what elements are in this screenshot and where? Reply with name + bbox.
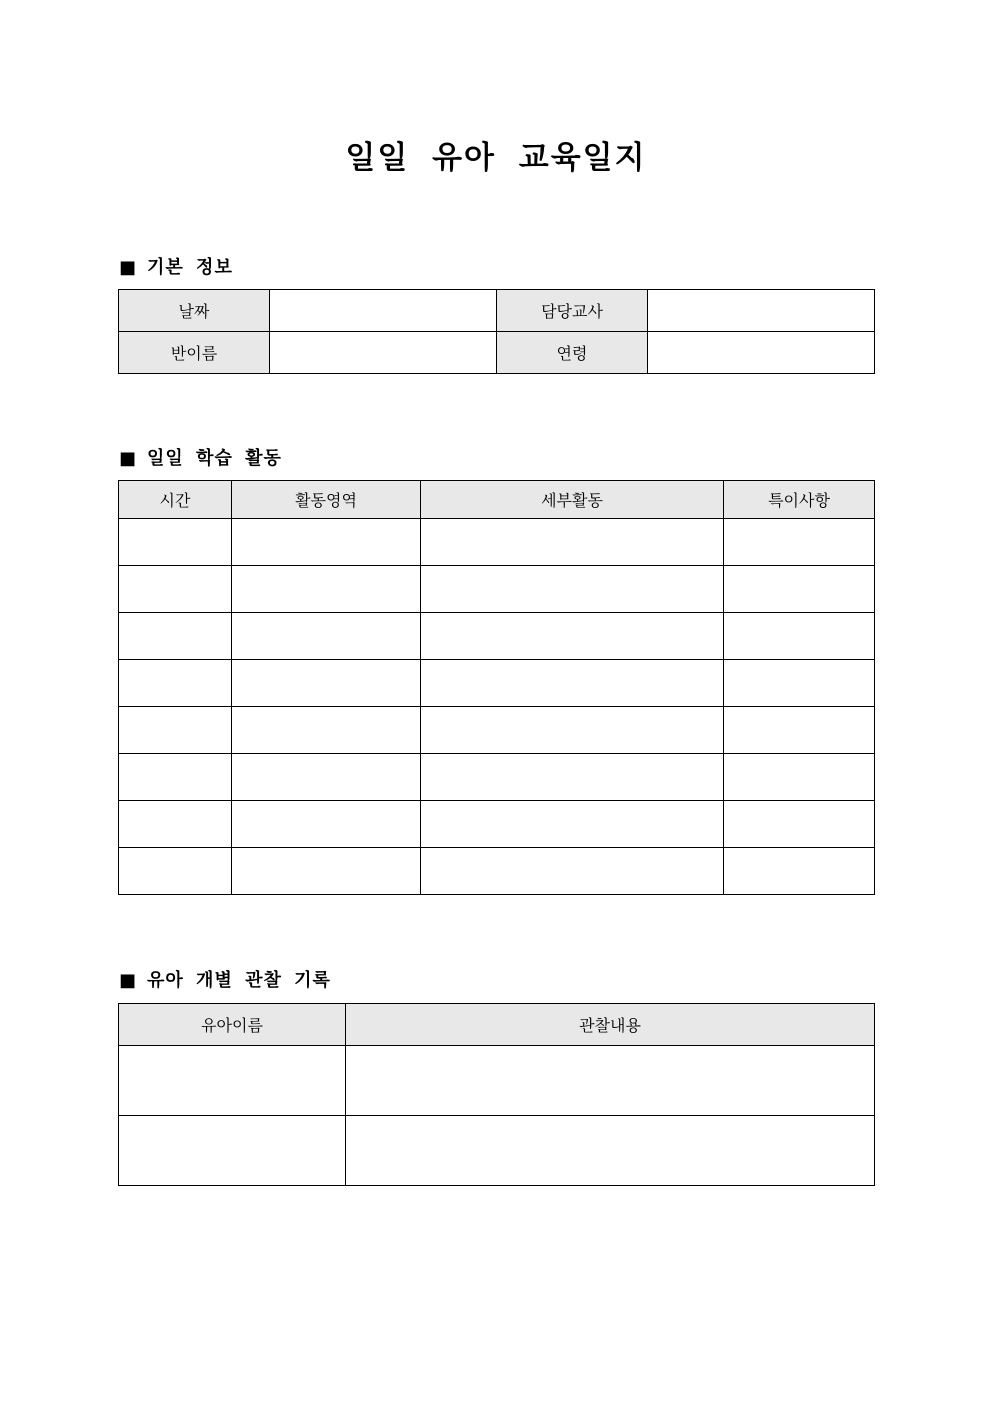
activity-table xyxy=(118,480,875,895)
table-row xyxy=(119,754,875,801)
time-cell[interactable] xyxy=(119,754,232,801)
column-header-detail: 세부활동 xyxy=(421,481,724,519)
observation-cell[interactable] xyxy=(346,1046,875,1116)
class-label: 반이름 xyxy=(119,332,270,374)
notes-cell[interactable] xyxy=(724,754,875,801)
detail-cell[interactable] xyxy=(421,613,724,660)
section-heading-basic-info xyxy=(119,253,233,279)
date-field[interactable] xyxy=(270,290,497,332)
child-name-cell[interactable] xyxy=(119,1116,346,1186)
detail-cell[interactable] xyxy=(421,660,724,707)
time-cell[interactable] xyxy=(119,566,232,613)
detail-cell[interactable] xyxy=(421,801,724,848)
table-row xyxy=(119,290,875,332)
section-title: 기본 정보 xyxy=(147,257,233,278)
detail-cell[interactable] xyxy=(421,707,724,754)
table-row xyxy=(119,707,875,754)
area-cell[interactable] xyxy=(232,660,421,707)
teacher-label: 담당교사 xyxy=(497,290,648,332)
notes-cell[interactable] xyxy=(724,566,875,613)
section-marker: ■ xyxy=(119,448,138,469)
table-row xyxy=(119,660,875,707)
area-cell[interactable] xyxy=(232,519,421,566)
section-title: 유아 개별 관찰 기록 xyxy=(147,970,331,991)
observation-table xyxy=(118,1003,875,1186)
detail-cell[interactable] xyxy=(421,519,724,566)
area-cell[interactable] xyxy=(232,801,421,848)
table-row xyxy=(119,1116,875,1186)
area-cell[interactable] xyxy=(232,613,421,660)
notes-cell[interactable] xyxy=(724,660,875,707)
table-row xyxy=(119,566,875,613)
column-header-child-name: 유아이름 xyxy=(119,1004,346,1046)
detail-cell[interactable] xyxy=(421,848,724,895)
column-header-observation: 관찰내용 xyxy=(346,1004,875,1046)
column-header-time: 시간 xyxy=(119,481,232,519)
detail-cell[interactable] xyxy=(421,754,724,801)
section-title: 일일 학습 활동 xyxy=(147,448,282,469)
column-header-area: 활동영역 xyxy=(232,481,421,519)
time-cell[interactable] xyxy=(119,801,232,848)
section-heading-observation xyxy=(119,966,331,992)
time-cell[interactable] xyxy=(119,707,232,754)
time-cell[interactable] xyxy=(119,613,232,660)
section-marker: ■ xyxy=(119,257,138,278)
area-cell[interactable] xyxy=(232,754,421,801)
time-cell[interactable] xyxy=(119,660,232,707)
teacher-field[interactable] xyxy=(648,290,875,332)
notes-cell[interactable] xyxy=(724,707,875,754)
age-label: 연령 xyxy=(497,332,648,374)
detail-cell[interactable] xyxy=(421,566,724,613)
notes-cell[interactable] xyxy=(724,519,875,566)
notes-cell[interactable] xyxy=(724,848,875,895)
time-cell[interactable] xyxy=(119,848,232,895)
section-heading-activity xyxy=(119,444,282,470)
age-field[interactable] xyxy=(648,332,875,374)
class-field[interactable] xyxy=(270,332,497,374)
table-header-row xyxy=(119,1004,875,1046)
document-title: 일일 유아 교육일지 xyxy=(345,140,647,176)
table-row xyxy=(119,1046,875,1116)
area-cell[interactable] xyxy=(232,707,421,754)
table-row xyxy=(119,519,875,566)
notes-cell[interactable] xyxy=(724,801,875,848)
observation-cell[interactable] xyxy=(346,1116,875,1186)
child-name-cell[interactable] xyxy=(119,1046,346,1116)
section-marker: ■ xyxy=(119,970,138,991)
area-cell[interactable] xyxy=(232,848,421,895)
area-cell[interactable] xyxy=(232,566,421,613)
notes-cell[interactable] xyxy=(724,613,875,660)
time-cell[interactable] xyxy=(119,519,232,566)
date-label: 날짜 xyxy=(119,290,270,332)
basic-info-table xyxy=(118,289,875,374)
table-row xyxy=(119,848,875,895)
table-row xyxy=(119,801,875,848)
table-header-row xyxy=(119,481,875,519)
table-row xyxy=(119,332,875,374)
table-row xyxy=(119,613,875,660)
column-header-notes: 특이사항 xyxy=(724,481,875,519)
